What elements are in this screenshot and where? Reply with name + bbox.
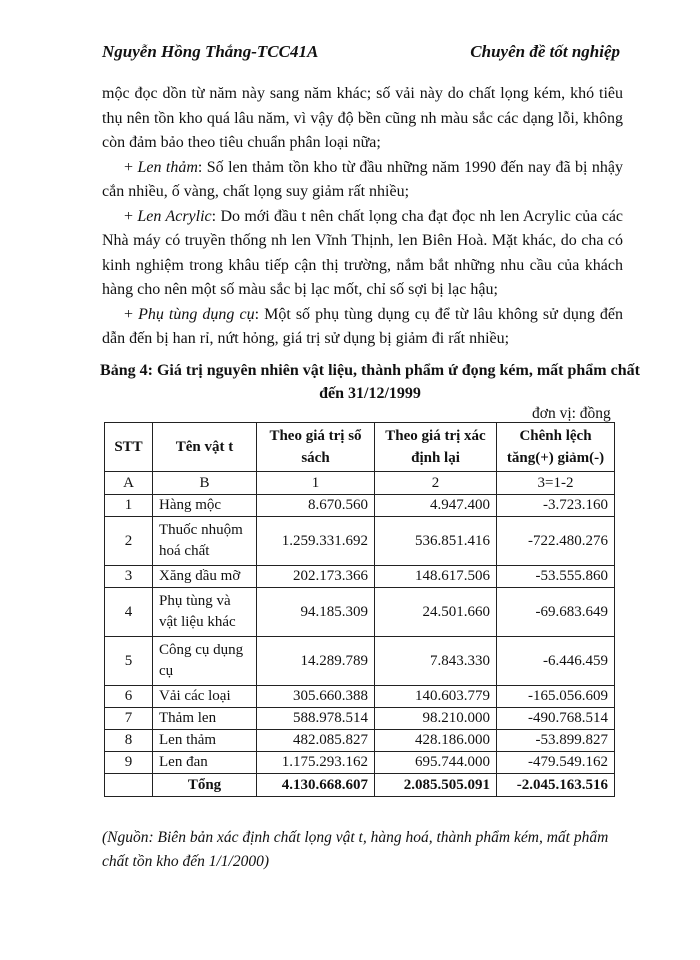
table-total-row (105, 774, 615, 797)
bullet: + (124, 207, 134, 225)
table-caption: Bảng 4: Giá trị nguyên nhiên vật liệu, thành phẩm ứ đọng kém, mất phẩm chất đến 31/12/1999 (100, 362, 640, 402)
table-cell: 8 (105, 730, 153, 752)
text-len-tham: : Số len thảm tồn kho từ đầu những năm 1990 đến nay đã bị nhậy cắn nhiều, ố vàng, chất lọng suy giảm rất nhiều; (102, 158, 624, 200)
table-cell: 6 (105, 686, 153, 708)
table-cell: 3=1-2 (497, 472, 615, 495)
text-len-acrylic: : Do mới đầu t nên chất lọng cha đạt đọc nh len Acrylic của các Nhà máy có truyền thống nh len Vĩnh Thịnh, len Biên Hoà. Mặt khác, do cha có kinh nghiệm trong khâu tiếp cận thị trường, nắm bắt những nhu cầu của khách hàng cho nên một số màu sắc bị lạc mốt, chỉ số sợi bị lạc hậu; (102, 207, 624, 298)
table-row (105, 517, 615, 566)
table-cell: Công cụ dụng cụ (153, 637, 257, 686)
table-cell: 588.978.514 (257, 708, 375, 730)
table-cell: 98.210.000 (375, 708, 497, 730)
table-cell: Phụ tùng và vật liệu khác (153, 588, 257, 637)
header-difference: Chênh lệch tăng(+) giảm(-) (497, 423, 615, 472)
table-cell: Len đan (153, 752, 257, 774)
table-row (105, 708, 615, 730)
table-row (105, 637, 615, 686)
total-label: Tổng (153, 774, 257, 797)
table-cell: Len thảm (153, 730, 257, 752)
table-cell: 5 (105, 637, 153, 686)
header-book-value: Theo giá trị sổ sách (257, 423, 375, 472)
table-cell: 536.851.416 (375, 517, 497, 566)
table-cell: -490.768.514 (497, 708, 615, 730)
table-cell: 140.603.779 (375, 686, 497, 708)
table-cell: 4.130.668.607 (257, 774, 375, 797)
table-cell: 3 (105, 566, 153, 588)
table-cell: 2.085.505.091 (375, 774, 497, 797)
table-cell: -53.555.860 (497, 566, 615, 588)
table-cell: 1 (257, 472, 375, 495)
table-cell: 4.947.400 (375, 495, 497, 517)
table-cell: B (153, 472, 257, 495)
label-phu-tung: Phụ tùng dụng cụ (138, 305, 255, 323)
table-cell: -722.480.276 (497, 517, 615, 566)
source-note: (Nguồn: Biên bản xác định chất lọng vật t, hàng hoá, thành phẩm kém, mất phẩm chất tồn kho đến 1/1/2000) (102, 829, 609, 870)
table-cell: Xăng dầu mỡ (153, 566, 257, 588)
table-row (105, 686, 615, 708)
table-cell: 202.173.366 (257, 566, 375, 588)
table-header-row (105, 423, 615, 472)
table-cell: 2 (105, 517, 153, 566)
table-cell: 24.501.660 (375, 588, 497, 637)
bullet: + (124, 305, 134, 323)
table-cell: Hàng mộc (153, 495, 257, 517)
paragraph-len-acrylic (102, 205, 623, 303)
table-row (105, 730, 615, 752)
table-cell: 1.175.293.162 (257, 752, 375, 774)
table-cell: Thảm len (153, 708, 257, 730)
paragraph-len-tham (102, 156, 623, 205)
table-cell: 8.670.560 (257, 495, 375, 517)
table-index-row (105, 472, 615, 495)
table-cell: 482.085.827 (257, 730, 375, 752)
page-header (102, 42, 620, 64)
table-row (105, 495, 615, 517)
table-cell: 7.843.330 (375, 637, 497, 686)
header-author: Nguyễn Hồng Thắng-TCC41A (102, 42, 319, 61)
table-row (105, 566, 615, 588)
paragraph-1: mộc đọc dồn từ năm này sang năm khác; số vải này do chất lọng kém, khó tiêu thụ nên tồn kho quá lâu năm, vì vậy độ bền cũng nh màu sắc các dạng lỗi, không còn đảm bảo theo tiêu chuẩn phân loại nữa; (102, 85, 623, 151)
bullet: + (124, 158, 134, 176)
table-cell: -165.056.609 (497, 686, 615, 708)
table-cell: Vải các loại (153, 686, 257, 708)
table-cell: 4 (105, 588, 153, 637)
table-cell: 2 (375, 472, 497, 495)
header-revalued: Theo giá trị xác định lại (375, 423, 497, 472)
table-cell: -53.899.827 (497, 730, 615, 752)
table-cell (105, 774, 153, 797)
unit-label: đơn vị: đồng (532, 405, 611, 422)
header-stt: STT (105, 423, 153, 472)
table-cell: 305.660.388 (257, 686, 375, 708)
table-cell: Thuốc nhuộm hoá chất (153, 517, 257, 566)
paragraph-phu-tung (102, 303, 623, 352)
text-phu-tung: : Một số phụ tùng dụng cụ để từ lâu không sử dụng đến dẫn đến bị han rỉ, nứt hỏng, giá trị sử dụng bị giảm đi rất nhiều; (102, 305, 624, 347)
table-cell: 1 (105, 495, 153, 517)
table-cell: -69.683.649 (497, 588, 615, 637)
table-row (105, 588, 615, 637)
table-row (105, 752, 615, 774)
table-cell: 1.259.331.692 (257, 517, 375, 566)
header-title: Chuyên đề tốt nghiệp (470, 42, 620, 61)
table-cell: -6.446.459 (497, 637, 615, 686)
table-cell: 695.744.000 (375, 752, 497, 774)
body-text (102, 82, 623, 352)
table-cell: 9 (105, 752, 153, 774)
table-cell: 148.617.506 (375, 566, 497, 588)
label-len-tham: Len thảm (137, 158, 198, 176)
data-table (104, 422, 615, 797)
header-name: Tên vật t (153, 423, 257, 472)
table-cell: -479.549.162 (497, 752, 615, 774)
table-cell: -2.045.163.516 (497, 774, 615, 797)
label-len-acrylic: Len Acrylic (137, 207, 212, 225)
table-cell: 7 (105, 708, 153, 730)
table-cell: 14.289.789 (257, 637, 375, 686)
table-cell: 94.185.309 (257, 588, 375, 637)
table-cell: A (105, 472, 153, 495)
table-cell: 428.186.000 (375, 730, 497, 752)
table-cell: -3.723.160 (497, 495, 615, 517)
